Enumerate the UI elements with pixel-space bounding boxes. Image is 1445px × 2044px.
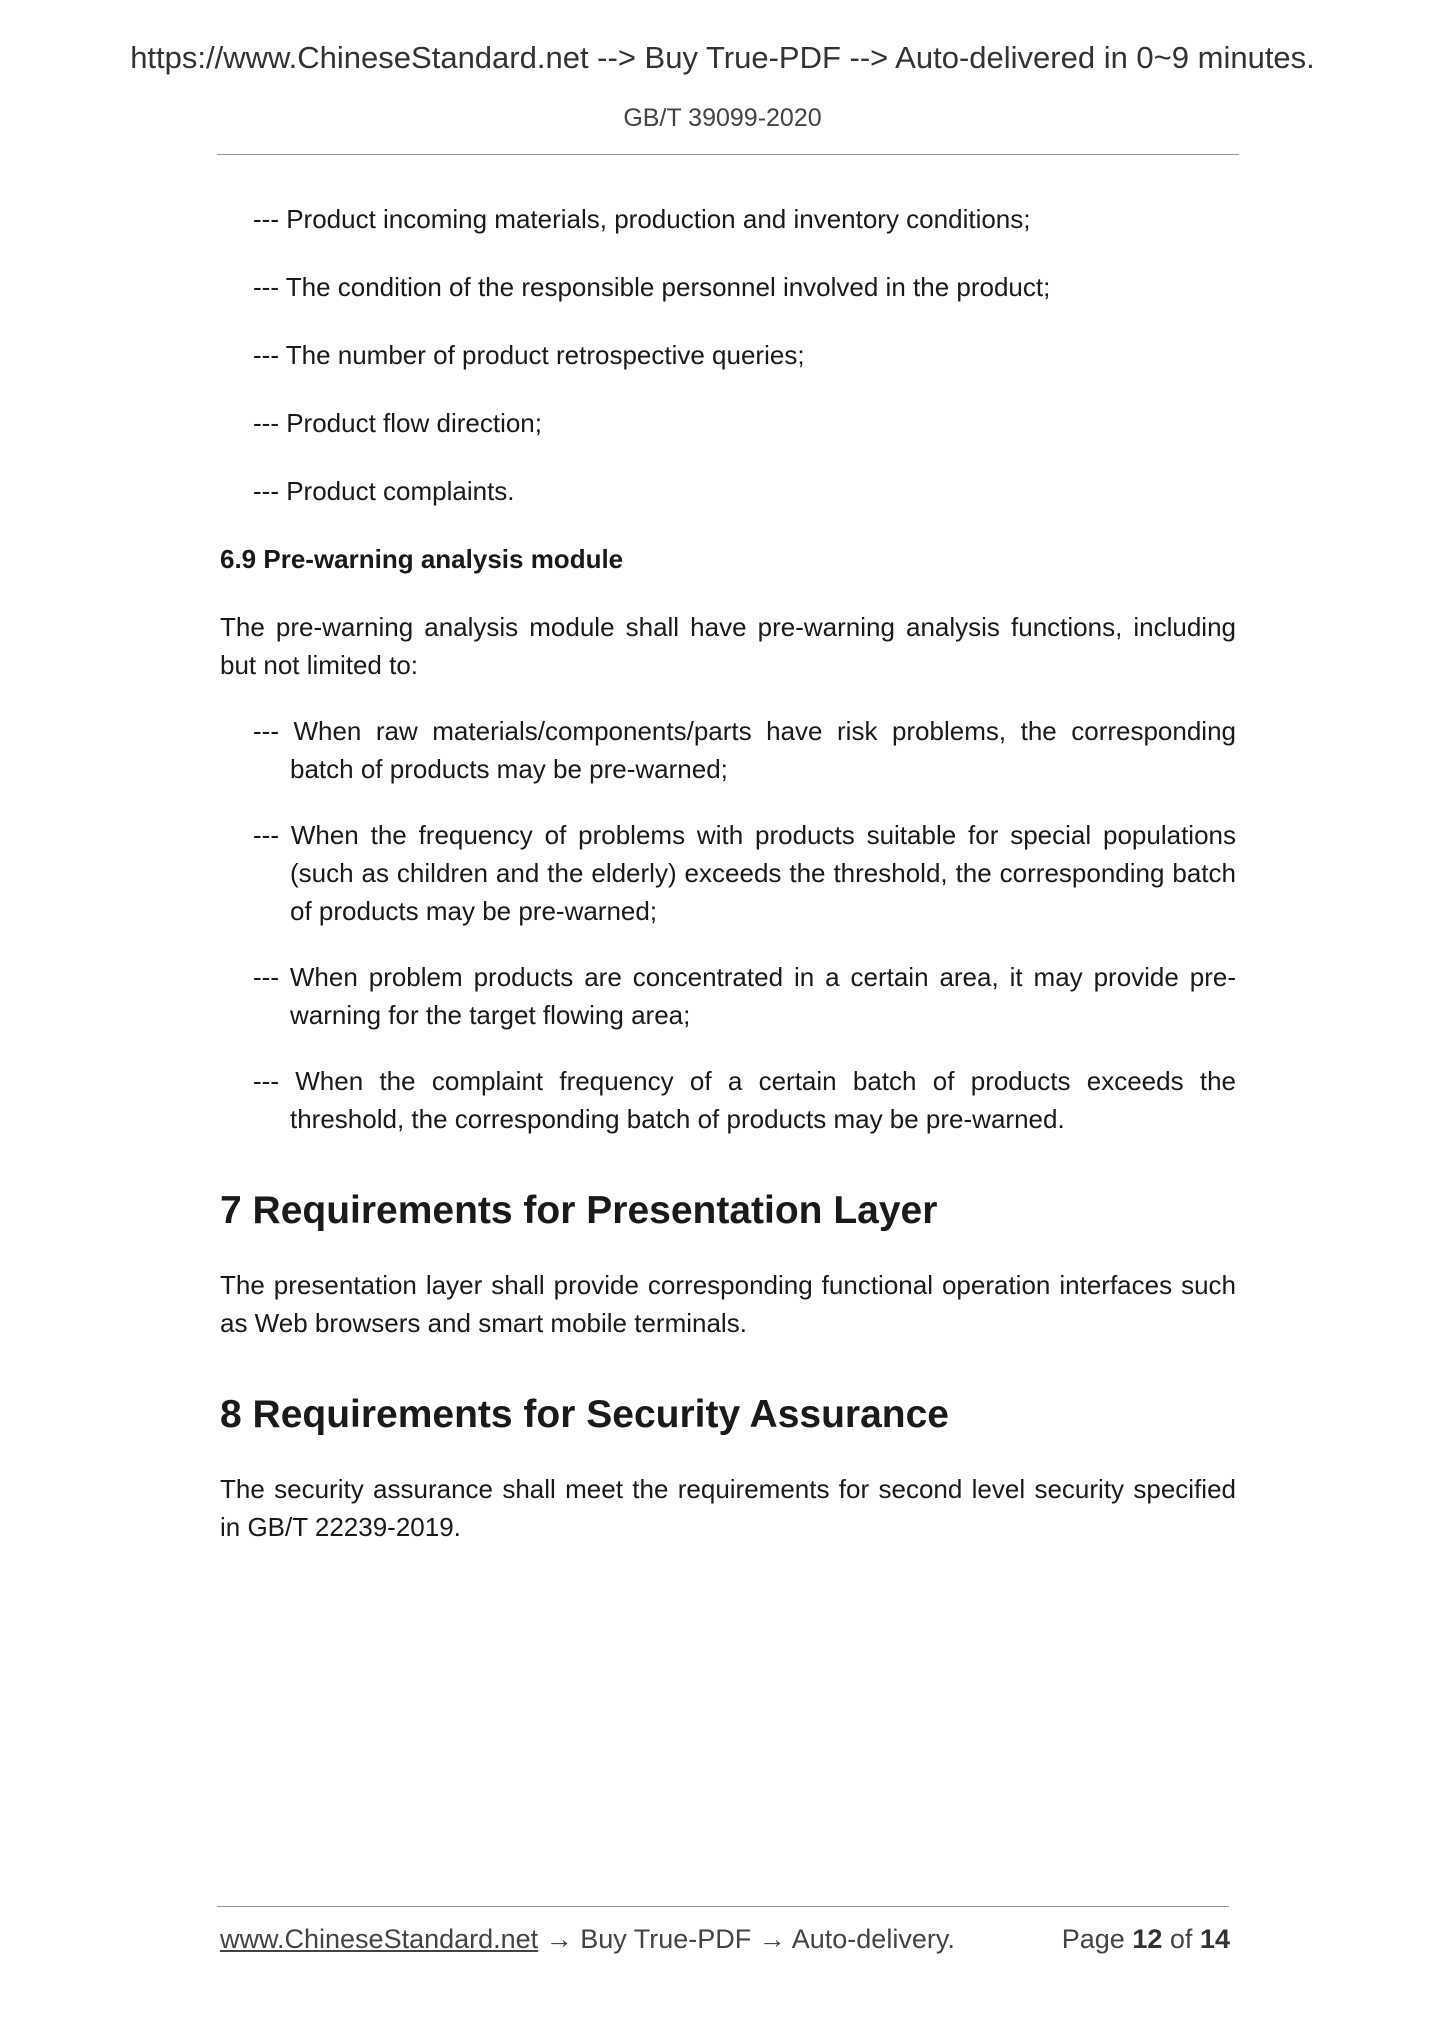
section-8-body: The security assurance shall meet the requirements for second level security specified in GB/T 22239-2019. [220,1474,1236,1542]
list-item: --- When the frequency of problems with products suitable for special populations (such as children and the elderly) exceeds the threshold, the corresponding batch of products may be pre-warned; [253,820,1236,926]
list-item: --- Product flow direction; [253,408,542,438]
list-item: --- Product complaints. [253,476,515,506]
page-label: Page [1061,1924,1125,1954]
list-item: --- The condition of the responsible personnel involved in the product; [253,272,1051,302]
list-item: --- When raw materials/components/parts have risk problems, the corresponding batch of products may be pre-warned; [253,716,1236,784]
page-footer [220,1924,1230,1955]
section-heading-8: 8 Requirements for Security Assurance [220,1393,949,1436]
subsection-intro: The pre-warning analysis module shall have pre-warning analysis functions, including but not limited to: [220,612,1236,680]
of-label: of [1169,1924,1193,1954]
section-7-body: The presentation layer shall provide corresponding functional operation interfaces such as Web browsers and smart mobile terminals. [220,1270,1236,1338]
list-item: --- When the complaint frequency of a certain batch of products exceeds the threshold, the corresponding batch of products may be pre-warned. [253,1066,1236,1134]
subsection-heading-6-9: 6.9 Pre-warning analysis module [220,544,624,574]
document-code: GB/T 39099-2020 [623,104,822,132]
section-heading-7: 7 Requirements for Presentation Layer [220,1189,938,1232]
footer-tagline: → Buy True-PDF → Auto-delivery. [545,1924,955,1954]
list-item: --- When problem products are concentrated in a certain area, it may provide pre-warning for the target flowing area; [253,962,1236,1030]
page-body [220,200,1236,1574]
page-indicator [1062,1924,1230,1955]
list-item: --- The number of product retrospective queries; [253,340,805,370]
page-number: 12 [1132,1924,1163,1954]
top-banner[interactable]: https://www.ChineseStandard.net --> Buy True-PDF --> Auto-delivered in 0~9 minutes. [130,40,1315,75]
footer-link[interactable]: www.ChineseStandard.net [220,1924,539,1954]
page-total: 14 [1199,1924,1230,1954]
footer-divider [217,1906,1229,1907]
list-item: --- Product incoming materials, production and inventory conditions; [253,204,1031,234]
header-divider [217,154,1239,155]
